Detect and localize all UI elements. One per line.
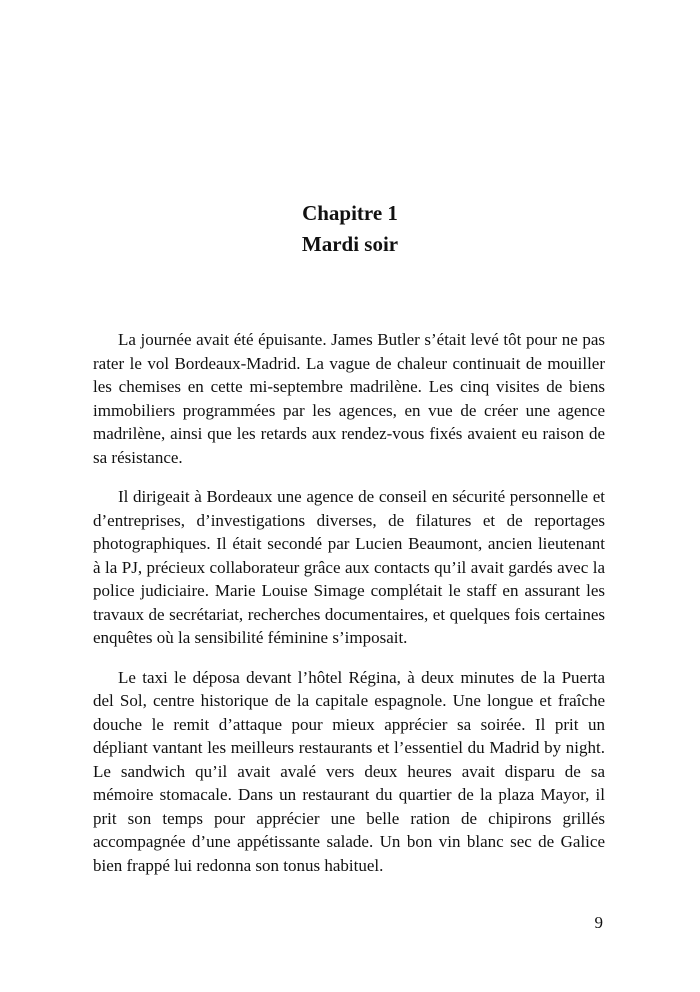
chapter-header: [0, 198, 700, 260]
chapter-number: Chapitre 1: [302, 201, 398, 225]
chapter-title: Mardi soir: [301, 232, 399, 256]
paragraph: Il dirigeait à Bordeaux une agence de conseil en sécurité personnelle et d’entreprises, d’investigations diverses, de filatures et de reportages photographiques. Il était secondé par Lucien Beaumont, ancien lieutenant à la PJ, précieux collaborateur grâce aux contacts qu’il avait gardés avec la police judiciaire. Marie Louise Simage complétait le staff en assurant les travaux de secrétariat, recherches documentaires, et quelques fois certaines enquêtes où la sensibilité féminine s’imposait.: [93, 487, 605, 647]
paragraph: Le taxi le déposa devant l’hôtel Régina, à deux minutes de la Puerta del Sol, centre historique de la capitale espagnole. Une longue et fraîche douche le remit d’attaque pour mieux apprécier sa soirée. Il prit un dépliant vantant les meilleurs restaurants et l’essentiel du Madrid by night. Le sandwich qu’il avait avalé vers deux heures avait disparu de sa mémoire stomacale. Dans un restaurant du quartier de la plaza Mayor, il prit son temps pour apprécier une belle ration de chipirons grillés accompagnée d’une appétissante salade. Un bon vin blanc sec de Galice bien frappé lui redonna son tonus habituel.: [93, 667, 605, 875]
chapter-body: [93, 328, 605, 877]
paragraph: La journée avait été épuisante. James Butler s’était levé tôt pour ne pas rater le vol Bordeaux-Madrid. La vague de chaleur continuait de mouiller les chemises en cette mi-septembre madrilène. Les cinq visites de biens immobiliers programmées par les agences, en vue de créer une agence madrilène, ainsi que les retards aux rendez-vous fixés avaient eu raison de sa résistance.: [93, 330, 605, 467]
page-number: 9: [594, 913, 603, 932]
